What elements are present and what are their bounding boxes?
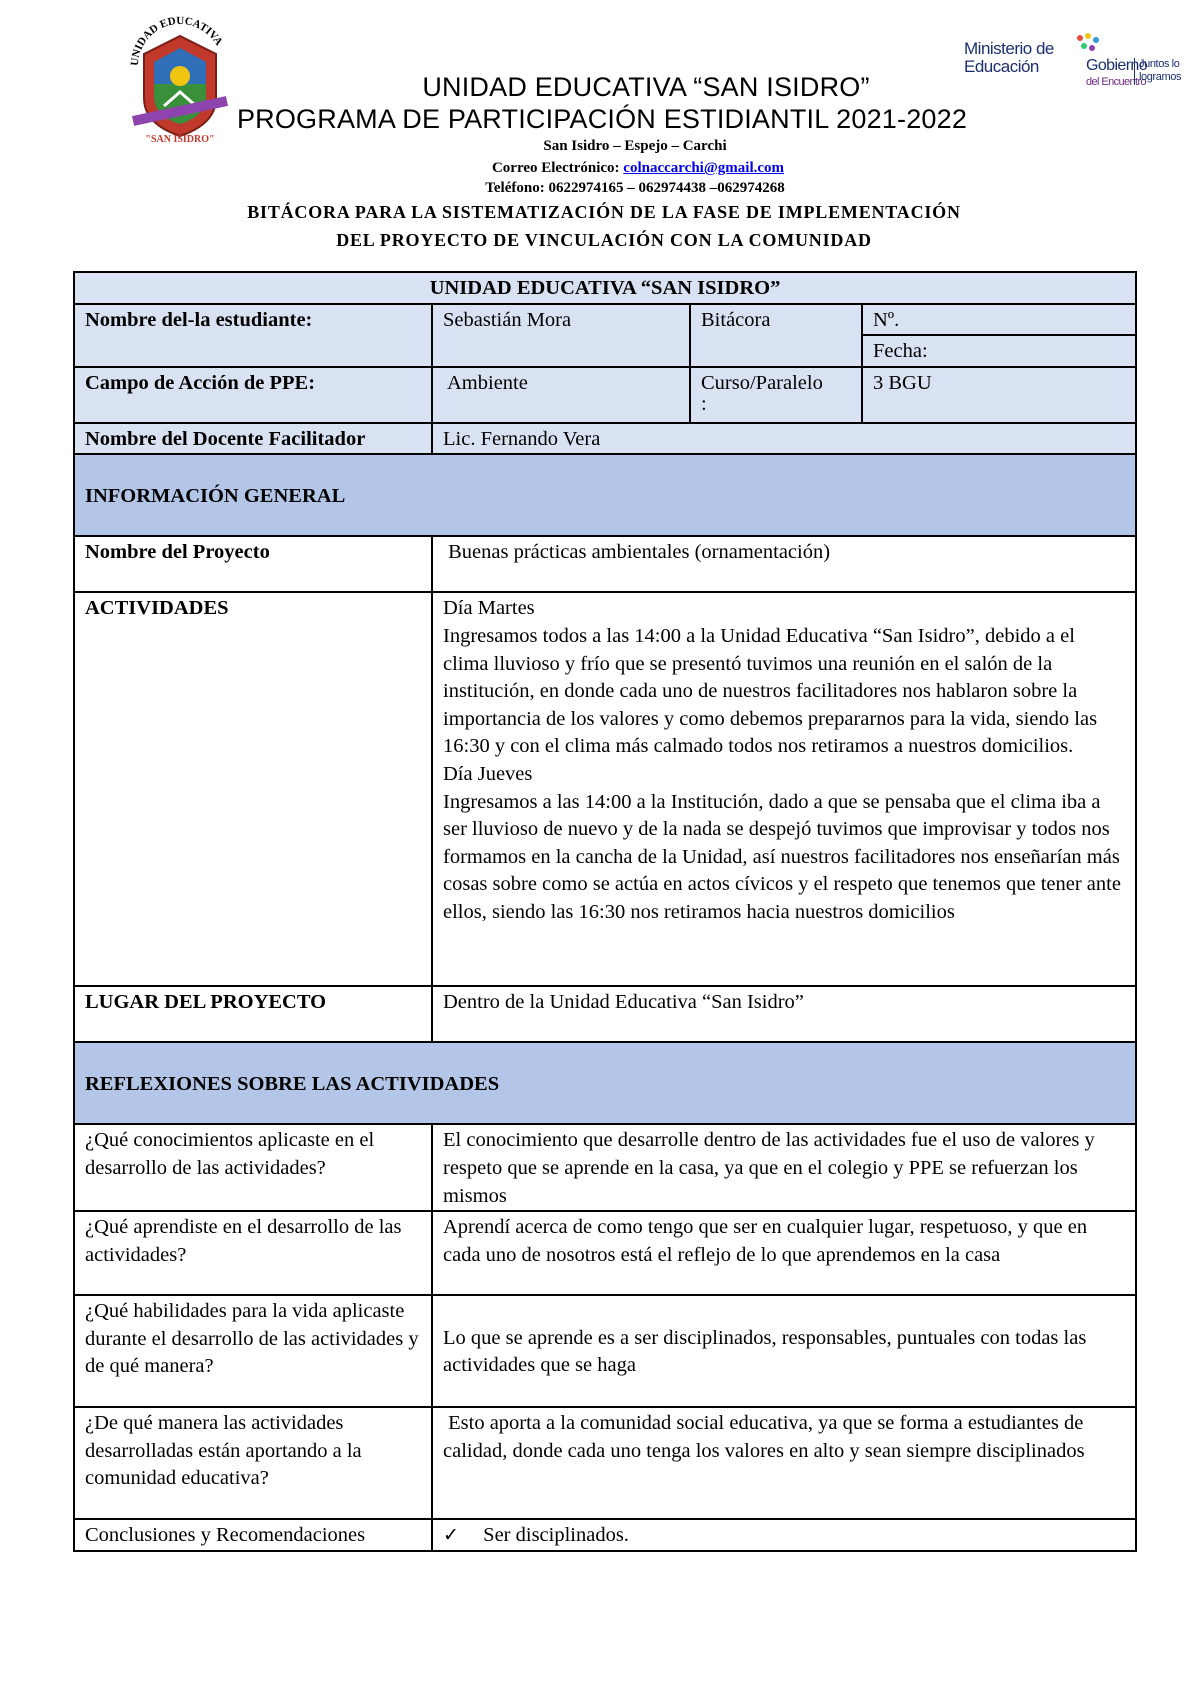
crest-top-text: UNIDAD EDUCATIVA xyxy=(128,14,225,67)
email-label: Correo Electrónico: xyxy=(491,160,620,176)
answer-3: Lo que se aprende es a ser disciplinados, responsables, puntuales con todas las actividades que se haga xyxy=(432,1295,1136,1407)
fecha-label: Fecha: xyxy=(862,335,1136,367)
question-3: ¿Qué habilidades para la vida aplicaste durante el desarrollo de las actividades y de qué manera? xyxy=(74,1295,432,1407)
curso-value: 3 BGU xyxy=(862,367,1136,423)
student-label: Nombre del-la estudiante: xyxy=(74,304,432,367)
email-link[interactable]: colnaccarchi@gmail.com xyxy=(623,160,785,176)
docente-value: Lic. Fernando Vera xyxy=(432,423,1136,455)
curso-cell xyxy=(690,367,862,423)
docente-label: Nombre del Docente Facilitador xyxy=(74,423,432,455)
gobierno-sub: del Encuentro xyxy=(1086,76,1147,88)
campo-label: Campo de Acción de PPE: xyxy=(74,367,432,423)
info-general-heading: INFORMACIÓN GENERAL xyxy=(74,454,1136,536)
bitacora-title-line1: BITÁCORA PARA LA SISTEMATIZACIÓN DE LA FASE DE IMPLEMENTACIÓN xyxy=(247,202,961,222)
curso-label: Curso/Paralelo xyxy=(701,371,823,394)
proyecto-label: Nombre del Proyecto xyxy=(74,536,432,592)
gobierno-slogan: Juntos lo logramos xyxy=(1134,58,1183,84)
bitacora-title-line2: DEL PROYECTO DE VINCULACIÓN CON LA COMUNIDAD xyxy=(336,230,872,250)
program-title: PROGRAMA DE PARTICIPACIÓN ESTIDIANTIL 2021-2022 xyxy=(236,104,968,134)
conclusion-item: Ser disciplinados. xyxy=(483,1524,629,1547)
conclusiones-label: Conclusiones y Recomendaciones xyxy=(74,1519,432,1551)
proyecto-value: Buenas prácticas ambientales (ornamentación) xyxy=(432,536,1136,592)
reflexiones-heading: REFLEXIONES SOBRE LAS ACTIVIDADES xyxy=(74,1042,1136,1124)
numero-label: Nº. xyxy=(862,304,1136,336)
actividades-content xyxy=(432,592,1136,986)
ministerio-logo-text: Ministerio de Educación xyxy=(964,39,1054,76)
bitacora-label: Bitácora xyxy=(690,304,862,367)
bitacora-table xyxy=(73,271,1137,1552)
location-line: San Isidro – Espejo – Carchi xyxy=(543,138,727,154)
question-4: ¿De qué manera las actividades desarrolladas están aportando a la comunidad educativa? xyxy=(74,1407,432,1519)
school-row: UNIDAD EDUCATIVA “SAN ISIDRO” xyxy=(74,272,1136,304)
actividad-day-2: Día Jueves xyxy=(443,762,533,785)
answer-2: Aprendí acerca de como tengo que ser en cualquier lugar, respetuoso, y que en cada uno de nosotros está el reflejo de lo que aprendemos en la casa xyxy=(432,1211,1136,1295)
actividades-label: ACTIVIDADES xyxy=(74,592,432,986)
actividad-text-2: Ingresamos a las 14:00 a la Institución, dado a que se pensaba que el clima iba a ser lluvioso de nuevo y de la nada se despejó tuvimos que improvisar y todos nos formamos en la cancha de la Unidad, así nuestros facilitadores nos enseñarían más cosas sobre como se actúa en actos cívicos y el respeto que tenemos que tener ante ellos, siendo las 16:30 nos retiramos hacia nuestros domicilios xyxy=(443,790,1121,923)
crest-bottom-text: "SAN ISIDRO" xyxy=(145,134,215,145)
answer-1: El conocimiento que desarrolle dentro de las actividades fue el uso de valores y respeto que se aprende en la casa, ya que en el colegio y PPE se refuerzan los mismos xyxy=(432,1124,1136,1211)
curso-colon: : xyxy=(701,393,707,416)
question-1: ¿Qué conocimientos aplicaste en el desarrollo de las actividades? xyxy=(74,1124,432,1211)
campo-value: Ambiente xyxy=(432,367,690,423)
answer-4: Esto aporta a la comunidad social educativa, ya que se forma a estudiantes de calidad, donde cada uno tenga los valores en alto y sean siempre disciplinados xyxy=(432,1407,1136,1519)
conclusion-cell xyxy=(432,1519,1136,1551)
student-value: Sebastián Mora xyxy=(432,304,690,367)
lugar-label: LUGAR DEL PROYECTO xyxy=(74,986,432,1042)
email-line xyxy=(0,160,1200,177)
actividad-day-1: Día Martes xyxy=(443,597,535,620)
phone-line: Teléfono: 0622974165 – 062974438 –062974268 xyxy=(485,180,785,196)
lugar-value: Dentro de la Unidad Educativa “San Isidro” xyxy=(432,986,1136,1042)
school-title: UNIDAD EDUCATIVA “SAN ISIDRO” xyxy=(422,72,870,102)
check-icon: ✓ xyxy=(443,1524,459,1547)
question-2: ¿Qué aprendiste en el desarrollo de las actividades? xyxy=(74,1211,432,1295)
actividad-text-1: Ingresamos todos a las 14:00 a la Unidad Educativa “San Isidro”, debido a el clima lluvioso y frío que se presentó tuvimos una reunión en el salón de la institución, en donde cada uno de nuestros facilitadores nos hablaron sobre la importancia de los valores y como debemos prepararnos para la vida, siendo las 16:30 y con el clima más calmado todos nos retiramos a nuestros domicilios. xyxy=(443,624,1098,758)
gobierno-name: Gobierno xyxy=(1086,57,1148,74)
